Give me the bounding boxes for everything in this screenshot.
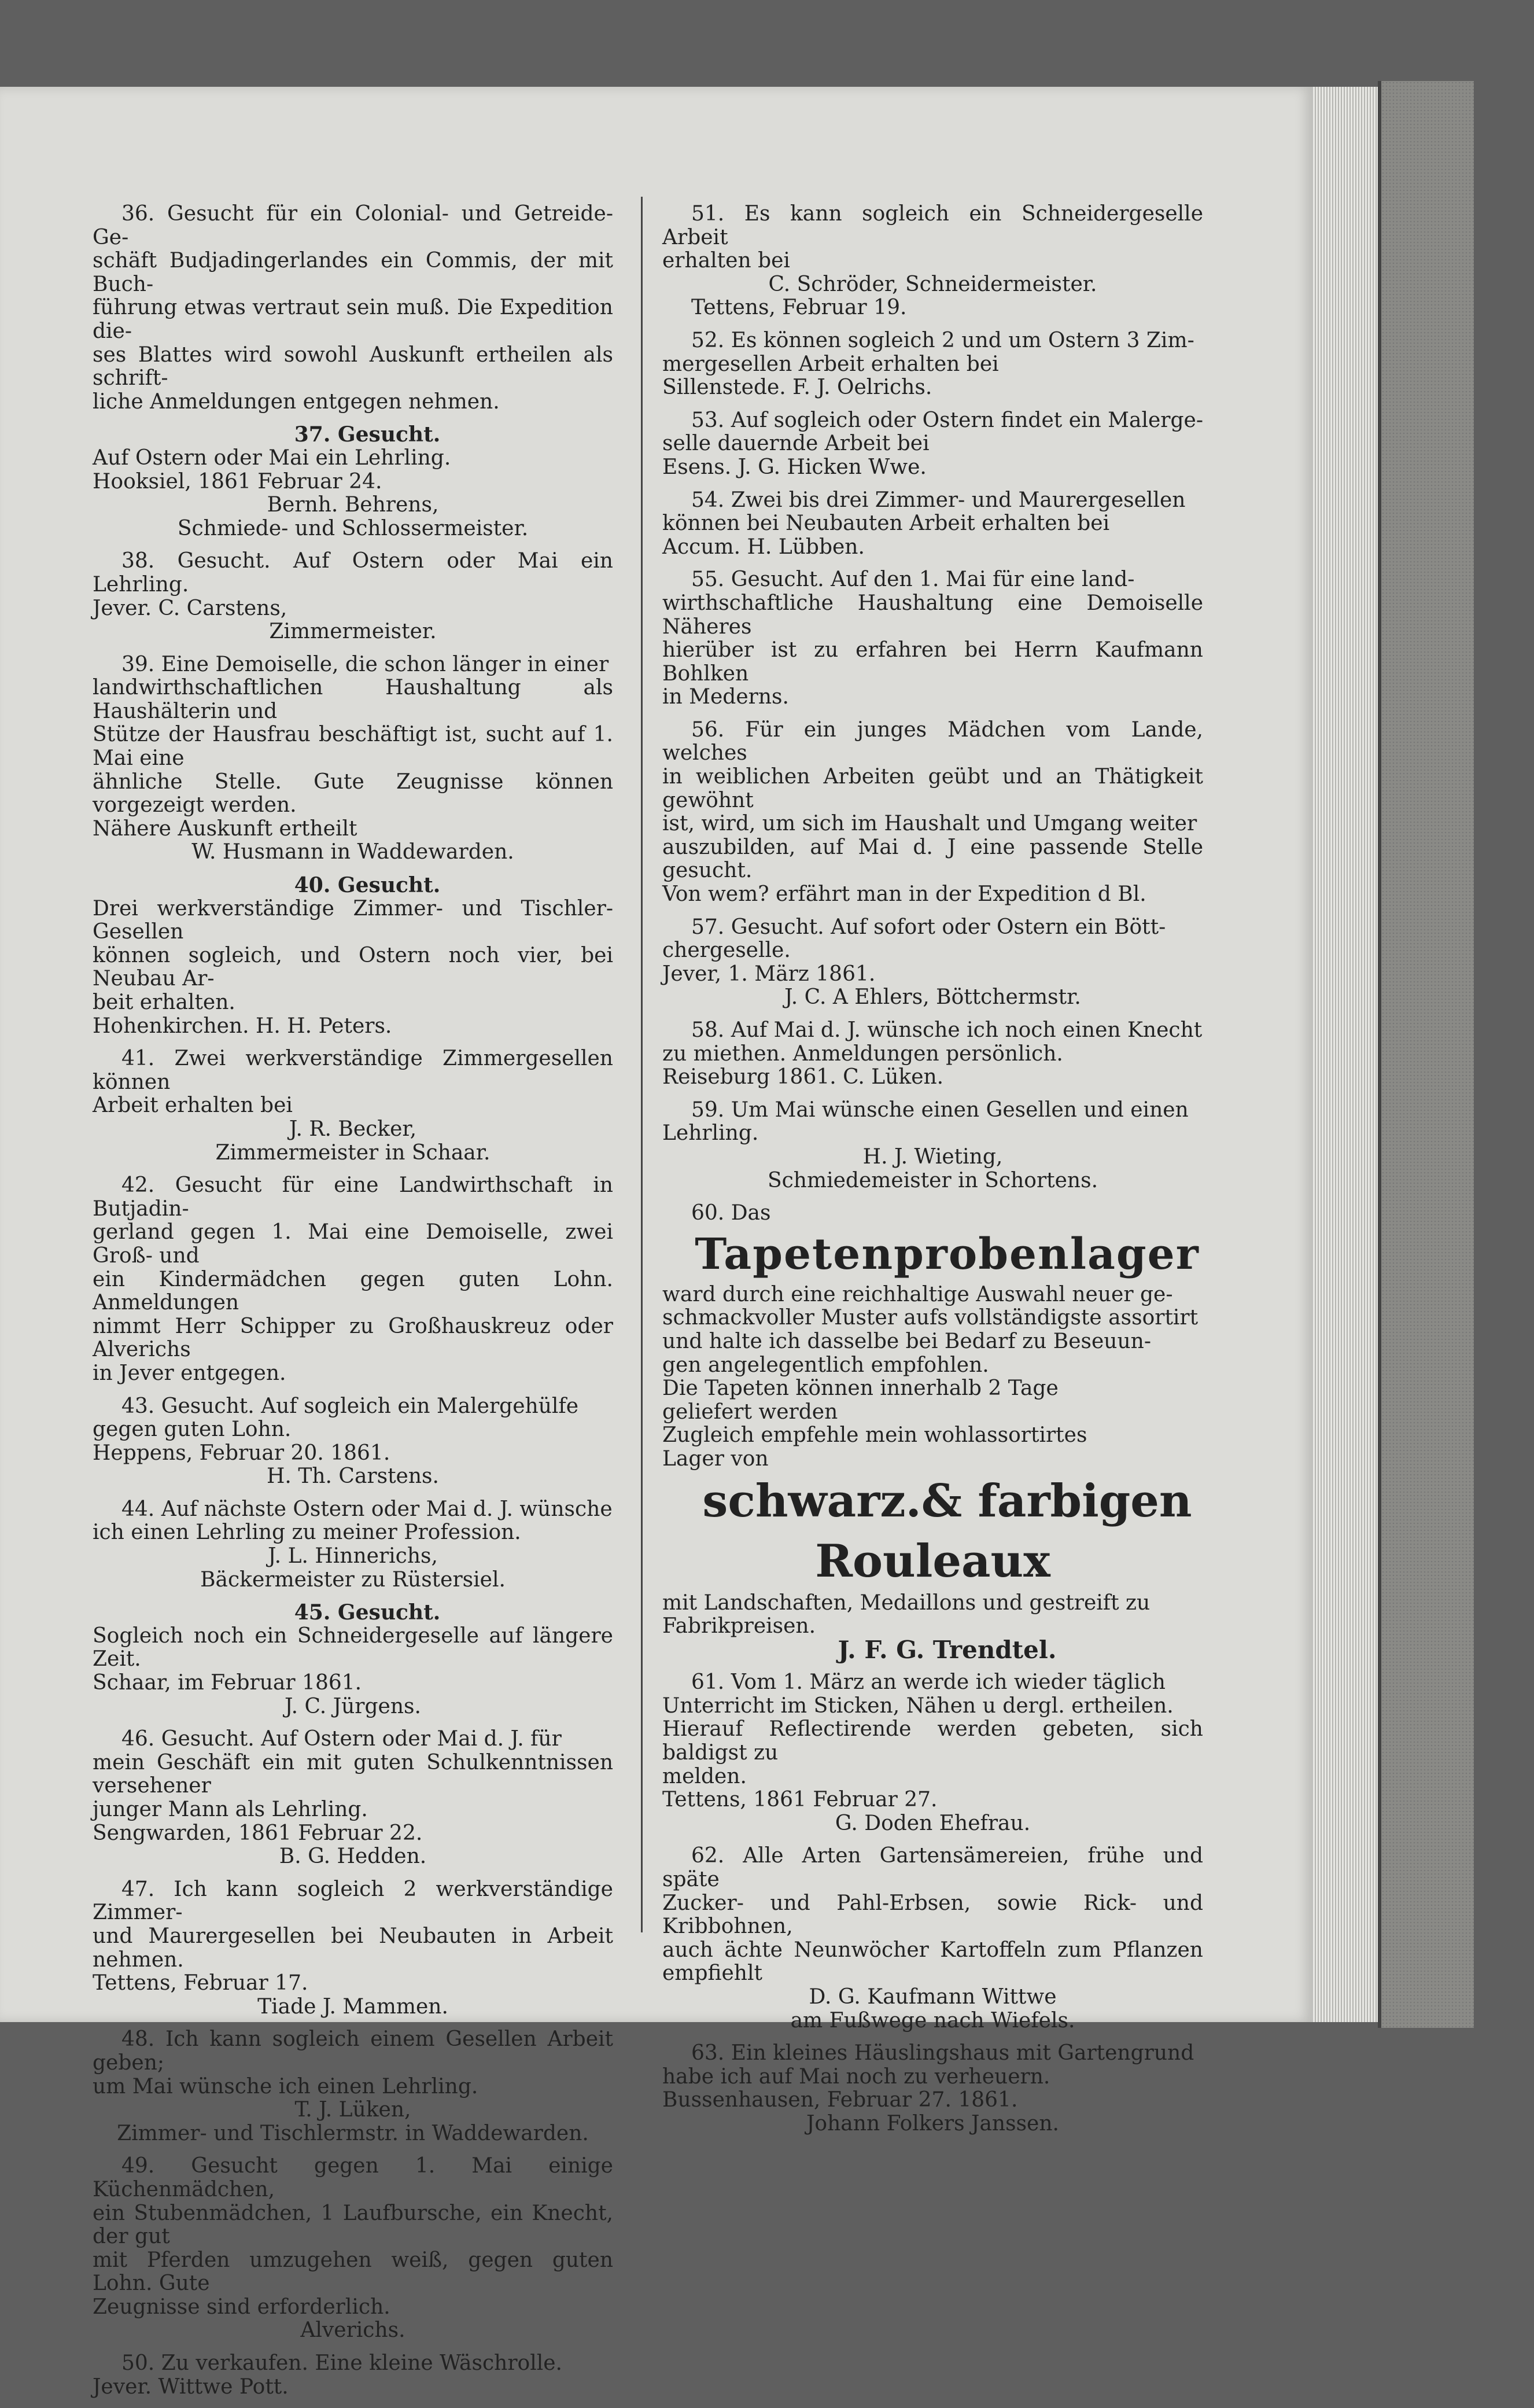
ad-gap (662, 400, 1203, 409)
ad-heading: 37. Gesucht. (294, 422, 441, 447)
ad-44 (93, 1498, 613, 1592)
ad-text-line: Stütze der Hausfrau beschäftigt ist, sucht auf 1. Mai eine (93, 723, 613, 771)
ad-text-line: 59. Um Mai wünsche einen Gesellen und einen (691, 1098, 1189, 1122)
ad-text-line: 58. Auf Mai d. J. wünsche ich noch einen Knecht (691, 1018, 1203, 1042)
ad-text-line: 36. Gesucht für ein Colonial- und Getreide-Ge- (93, 202, 613, 249)
ad-text-line: ein Kindermädchen gegen guten Lohn. Anmeldungen (93, 1267, 613, 1315)
ad-text-line: 50. Zu verkaufen. Eine kleine Wäschrolle. (121, 2351, 562, 2376)
ad-signature: H. J. Wieting, (862, 1144, 1003, 1169)
ad-text-line: 56. Für ein junges Mädchen vom Lande, welches (662, 717, 1203, 765)
ad-text-line: gerland gegen 1. Mai eine Demoiselle, zwei Groß- und (93, 1220, 613, 1268)
ad-signature: J. R. Becker, (289, 1117, 417, 1141)
ad-text-line: mergesellen Arbeit erhalten bei (662, 352, 999, 376)
ad-text-line: ich einen Lehrling zu meiner Profession. (93, 1520, 521, 1545)
ad-55 (662, 568, 1203, 709)
ad-signature: Schmiede- und Schlossermeister. (177, 516, 529, 540)
ad-signature: J. C. A Ehlers, Böttchermstr. (784, 985, 1081, 1010)
ad-gap (662, 559, 1203, 568)
ad-gap (93, 1386, 613, 1395)
ad-gap (93, 2019, 613, 2028)
ad-signature: Tiade J. Mammen. (257, 1994, 448, 2019)
ad-signature: Bernh. Behrens, (267, 493, 439, 517)
ad-text-line: Zucker- und Pahl-Erbsen, sowie Rick- und Kribbohnen, (662, 1891, 1203, 1939)
ad-text-line: 49. Gesucht gegen 1. Mai einige Küchenmädchen, (93, 2154, 613, 2201)
ad-text-line: in weiblichen Arbeiten geübt und an Thätigkeit gewöhnt (662, 765, 1203, 812)
ad-signature: G. Doden Ehefrau. (835, 1811, 1031, 1835)
ad-text-line: können sogleich, und Ostern noch vier, bei Neubau Ar- (93, 943, 613, 991)
ad-signature: Johann Folkers Janssen. (806, 2111, 1059, 2135)
ad-signature: Zimmermeister in Schaar. (215, 1140, 491, 1165)
ad-text-line: mit Pferden umzugehen weiß, gegen guten Lohn. Gute (93, 2248, 613, 2296)
ad-text-line: 43. Gesucht. Auf sogleich ein Malergehülfe (121, 1394, 579, 1418)
ad-text-line: erhalten bei (662, 249, 790, 273)
ad-text-line: 44. Auf nächste Ostern oder Mai d. J. wünsche (121, 1497, 613, 1521)
ad-gap (93, 2399, 613, 2408)
ad-signature: Alverichs. (300, 2318, 405, 2343)
ad-text-line: ähnliche Stelle. Gute Zeugnisse können vorgezeigt werden. (93, 769, 613, 818)
ad-text-line: 63. Ein kleines Häuslingshaus mit Gartengrund (691, 2041, 1194, 2065)
book-cover (1378, 81, 1474, 2028)
ad-text-line: Accum. H. Lübben. (662, 535, 865, 559)
ad-51 (662, 202, 1203, 320)
ad-62 (662, 1844, 1203, 2033)
ad-text-line: geliefert werden (662, 1400, 838, 1424)
ad-signature: Zimmer- und Tischlermstr. in Waddewarden. (117, 2121, 589, 2145)
ad-45 (93, 1601, 613, 1718)
ad-text-line: junger Mann als Lehrling. (93, 1798, 368, 1821)
ad-43 (93, 1395, 613, 1489)
ad-42 (93, 1174, 613, 1385)
ad-gap (662, 320, 1203, 329)
ad-text-line: Tettens, 1861 Februar 27. (662, 1788, 938, 1812)
ad-text-line: Esens. J. G. Hicken Wwe. (662, 455, 927, 479)
column-divider (641, 197, 643, 1932)
ad-text-line: Sogleich noch ein Schneidergeselle auf längere Zeit. (93, 1623, 613, 1671)
ad-text-line: Hooksiel, 1861 Februar 24. (93, 469, 382, 494)
ad-text-line: 39. Eine Demoiselle, die schon länger in einer (121, 652, 609, 676)
ad-text-line: ein Stubenmädchen, 1 Laufbursche, ein Knecht, der gut (93, 2201, 613, 2249)
ad-text-line: ist, wird, um sich im Haushalt und Umgang weiter (662, 812, 1197, 836)
ad-text-line: und halte ich dasselbe bei Bedarf zu Beseuun- (662, 1329, 1152, 1353)
ad-gap (93, 644, 613, 653)
ad-signature: D. G. Kaufmann Wittwe (809, 1985, 1057, 2009)
ad-text-line: 53. Auf sogleich oder Ostern findet ein Malerge- (691, 408, 1204, 432)
ad-text-line: in Mederns. (662, 685, 789, 709)
ad-signature: J. F. G. Trendtel. (838, 1635, 1057, 1664)
ad-36 (93, 202, 613, 414)
ad-heading: 45. Gesucht. (294, 1600, 441, 1625)
ad-52 (662, 329, 1203, 400)
ad-text-line: 47. Ich kann sogleich 2 werkverständige Zimmer- (93, 1877, 613, 1925)
ad-text-line: und Maurergesellen bei Neubauten in Arbeit nehmen. (93, 1924, 613, 1972)
ad-text-line: Hierauf Reflectirende werden gebeten, sich baldigst zu (662, 1717, 1203, 1765)
ad-text-line: 51. Es kann sogleich ein Schneidergeselle Arbeit (662, 202, 1203, 249)
ad-text-line: ses Blattes wird sowohl Auskunft ertheilen als schrift- (93, 343, 613, 391)
ad-text-line: führung etwas vertraut sein muß. Die Expedition die- (93, 296, 613, 343)
ad-text-line: 61. Vom 1. März an werde ich wieder täglich (691, 1670, 1166, 1695)
ad-text-line: Jever, 1. März 1861. (662, 962, 876, 986)
ad-text-line: Arbeit erhalten bei (93, 1093, 293, 1118)
ad-41 (93, 1047, 613, 1165)
ad-gap (93, 2145, 613, 2155)
ad-gap (662, 1835, 1203, 1844)
left-column (93, 202, 613, 2408)
ad-signature: Zimmermeister. (269, 620, 437, 644)
ad-text-line: 54. Zwei bis drei Zimmer- und Maurergesellen (691, 488, 1186, 512)
ad-53 (662, 409, 1203, 480)
ad-text-line: Lager von (662, 1446, 769, 1471)
ad-text-line: Reiseburg 1861. C. Lüken. (662, 1065, 944, 1089)
ad-text-line: Schaar, im Februar 1861. (93, 1671, 362, 1695)
ad-signature: Bäckermeister zu Rüstersiel. (200, 1567, 506, 1592)
ad-text-line: 57. Gesucht. Auf sofort oder Ostern ein Bött- (691, 915, 1166, 939)
ad-signature: T. J. Lüken, (294, 2098, 411, 2122)
ad-text-line: schäft Budjadingerlandes ein Commis, der mit Buch- (93, 249, 613, 296)
ad-text-line: können bei Neubauten Arbeit erhalten bei (662, 511, 1110, 536)
ad-gap (662, 480, 1203, 489)
ad-text-line: 60. Das (691, 1201, 771, 1225)
ad-text-line: Tettens, Februar 19. (691, 296, 907, 320)
ad-signature: Schmiedemeister in Schortens. (767, 1168, 1098, 1192)
ad-text-line: Nähere Auskunft ertheilt (93, 816, 357, 841)
ad-gap (662, 1089, 1203, 1099)
ad-54 (662, 489, 1203, 559)
ad-text-line: Auf Ostern oder Mai ein Lehrling. (93, 445, 451, 470)
ad-text-line: Jever. Wittwe Pott. (93, 2374, 289, 2399)
ad-39 (93, 653, 613, 864)
ad-gap (93, 864, 613, 874)
ad-text-line: Sillenstede. F. J. Oelrichs. (662, 375, 932, 400)
ad-text-line: Von wem? erfährt man in der Expedition d Bl. (662, 882, 1146, 907)
ad-text-line: 38. Gesucht. Auf Ostern oder Mai ein Lehrling. (93, 549, 613, 597)
ad-gap (93, 2343, 613, 2352)
ad-text-line: 55. Gesucht. Auf den 1. Mai für eine land- (691, 568, 1135, 592)
ad-gap (93, 1718, 613, 1728)
ad-58 (662, 1019, 1203, 1089)
ad-text-line: wirthschaftliche Haushaltung eine Demoiselle Näheres (662, 591, 1203, 639)
ad-gap (93, 1038, 613, 1047)
page-edges (1313, 87, 1378, 2022)
ad-text-line: beit erhalten. (93, 991, 235, 1014)
ad-text-line: Zugleich empfehle mein wohlassortirtes (662, 1423, 1087, 1448)
ad-text-line: in Jever entgegen. (93, 1361, 286, 1385)
ad-60 (662, 1202, 1203, 1662)
ad-text-line: 46. Gesucht. Auf Ostern oder Mai d. J. für (121, 1727, 562, 1751)
ad-display-title: schwarz.& farbigen Rouleaux (702, 1474, 1192, 1588)
ad-display-title: Tapetenprobenlager (695, 1229, 1200, 1279)
ad-text-line: 41. Zwei werkverständige Zimmergesellen können (93, 1047, 613, 1094)
ad-49 (93, 2155, 613, 2343)
ad-text-line: mein Geschäft ein mit guten Schulkenntnissen versehener (93, 1750, 613, 1798)
ad-text-line: Heppens, Februar 20. 1861. (93, 1441, 390, 1465)
ad-gap (662, 2136, 1203, 2145)
ad-50 (93, 2352, 613, 2399)
ad-63 (662, 2042, 1203, 2135)
ad-text-line: Unterricht im Sticken, Nähen u dergl. ertheilen. (662, 1693, 1174, 1718)
ad-signature: H. Th. Carstens. (267, 1464, 439, 1489)
ad-text-line: chergeselle. (662, 938, 791, 963)
ad-text-line: Fabrikpreisen. (662, 1614, 816, 1639)
ad-gap (93, 540, 613, 550)
ad-text-line: gegen guten Lohn. (93, 1417, 292, 1442)
ad-text-line: zu miethen. Anmeldungen persönlich. (662, 1041, 1063, 1066)
ad-gap (662, 2033, 1203, 2042)
ad-text-line: nimmt Herr Schipper zu Großhauskreuz oder Alverichs (93, 1314, 613, 1362)
ad-text-line: 62. Alle Arten Gartensämereien, frühe und späte (662, 1844, 1203, 1892)
ad-text-line: Drei werkverständige Zimmer- und Tischler-Gesellen (93, 896, 613, 944)
ad-47 (93, 1878, 613, 2019)
ad-text-line: Zeugnisse sind erforderlich. (93, 2295, 390, 2319)
ad-gap (662, 907, 1203, 916)
ad-text-line: 52. Es können sogleich 2 und um Ostern 3 Zim- (691, 328, 1194, 352)
ad-38 (93, 550, 613, 643)
ad-37 (93, 423, 613, 540)
ad-signature: J. C. Jürgens. (285, 1694, 421, 1718)
ad-signature: am Fußwege nach Wiefels. (790, 2008, 1075, 2033)
ad-57 (662, 916, 1203, 1010)
ad-text-line: liche Anmeldungen entgegen nehmen. (93, 389, 500, 414)
ad-text-line: auch ächte Neunwöcher Kartoffeln zum Pflanzen empfiehlt (662, 1938, 1203, 1986)
ad-text-line: ward durch eine reichhaltige Auswahl neuer ge- (662, 1282, 1173, 1306)
ad-gap (93, 1165, 613, 1174)
right-column (662, 202, 1203, 2145)
ad-gap (662, 1010, 1203, 1019)
ad-signature: J. L. Hinnerichs, (268, 1544, 438, 1568)
ad-gap (662, 1192, 1203, 1202)
ad-text-line: auszubilden, auf Mai d. J eine passende Stelle gesucht. (662, 835, 1203, 883)
ad-40 (93, 874, 613, 1038)
ad-text-line: um Mai wünsche ich einen Lehrling. (93, 2074, 478, 2098)
ad-heading: 40. Gesucht. (294, 873, 441, 898)
ad-text-line: Lehrling. (662, 1121, 759, 1146)
ad-gap (93, 414, 613, 423)
ad-61 (662, 1671, 1203, 1835)
ad-text-line: 48. Ich kann sogleich einem Gesellen Arbeit geben; (93, 2027, 613, 2075)
ad-text-line: habe ich auf Mai noch zu verheuern. (662, 2064, 1050, 2089)
ad-text-line: gen angelegentlich empfohlen. (662, 1353, 989, 1377)
ad-text-line: melden. (662, 1764, 747, 1788)
ad-text-line: Hohenkirchen. H. H. Peters. (93, 1014, 392, 1038)
ad-text-line: hierüber ist zu erfahren bei Herrn Kaufmann Bohlken (662, 638, 1203, 686)
ad-gap (93, 1869, 613, 1878)
ad-text-line: Tettens, Februar 17. (93, 1971, 308, 1995)
ad-text-line: Die Tapeten können innerhalb 2 Tage (662, 1376, 1059, 1401)
ad-46 (93, 1728, 613, 1869)
ad-48 (93, 2028, 613, 2145)
ad-text-line: 42. Gesucht für eine Landwirthschaft in Butjadin- (93, 1173, 613, 1221)
ad-text-line: Bussenhausen, Februar 27. 1861. (662, 2088, 1018, 2112)
ad-gap (93, 1489, 613, 1498)
ad-signature: W. Husmann in Waddewarden. (191, 840, 514, 864)
ad-text-line: mit Landschaften, Medaillons und gestreift zu (662, 1590, 1150, 1615)
ad-gap (662, 709, 1203, 719)
ad-gap (93, 1592, 613, 1601)
ad-56 (662, 719, 1203, 907)
ad-59 (662, 1099, 1203, 1192)
ad-text-line: Sengwarden, 1861 Februar 22. (93, 1821, 423, 1845)
ad-signature: C. Schröder, Schneidermeister. (768, 272, 1097, 296)
ad-text-line: Jever. C. Carstens, (93, 596, 287, 620)
ad-signature: B. G. Hedden. (279, 1844, 427, 1869)
ad-text-line: selle dauernde Arbeit bei (662, 432, 930, 456)
ad-text-line: schmackvoller Muster aufs vollständigste assortirt (662, 1306, 1199, 1330)
ad-text-line: landwirthschaftlichen Haushaltung als Haushälterin und (93, 676, 613, 723)
